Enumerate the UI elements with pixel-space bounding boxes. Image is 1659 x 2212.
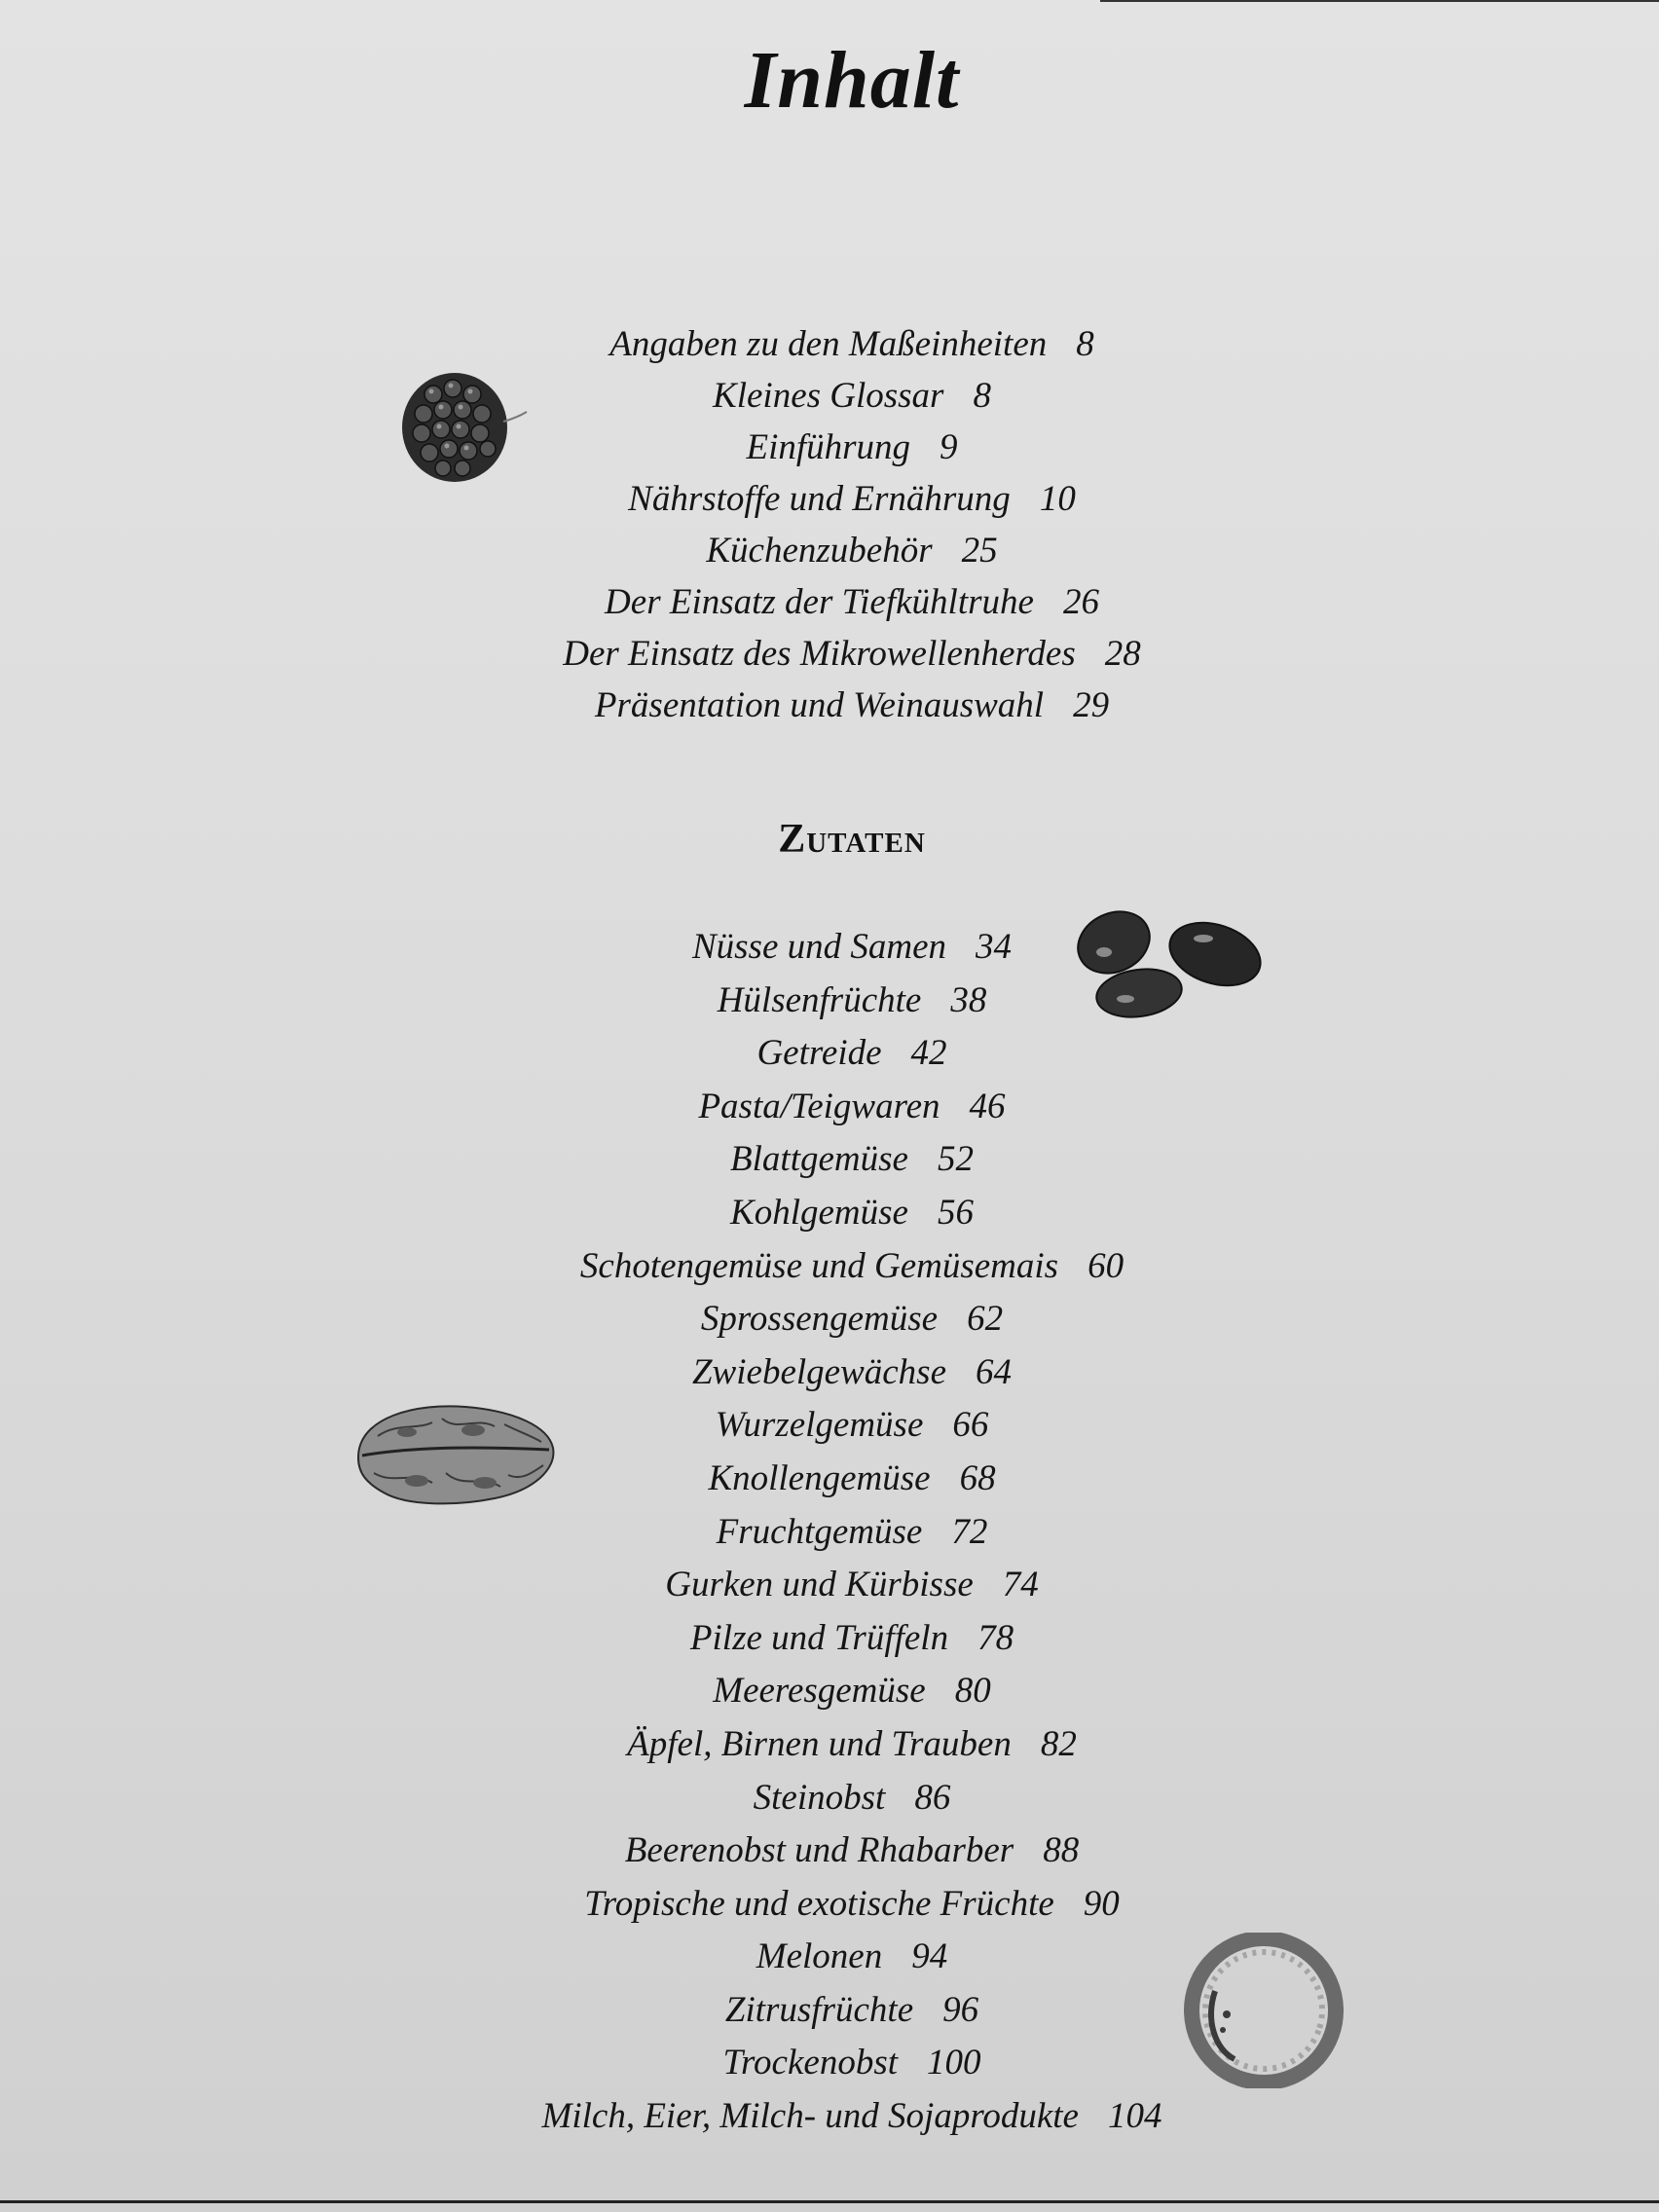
toc-entry [0,1984,1659,2038]
toc-entry-label: Fruchtgemüse [716,1511,923,1552]
toc-page-number: 64 [976,1351,1012,1392]
toc-entry [0,1027,1659,1081]
toc-entry-label: Der Einsatz des Mikrowellenherdes [563,634,1076,674]
toc-entry-label: Nüsse und Samen [691,927,947,967]
toc-entry [0,921,1659,975]
toc-page-number: 62 [967,1299,1004,1340]
toc-entry-label: Angaben zu den Maßeinheiten [609,324,1048,364]
toc-page-number: 56 [937,1192,974,1233]
toc-page-number: 82 [1040,1723,1077,1764]
toc-entry [0,1931,1659,1984]
toc-entry-label: Der Einsatz der Tiefkühltruhe [605,582,1034,622]
toc-entry [0,1240,1659,1294]
toc-page-number: 96 [942,1989,979,2030]
toc-entry [0,318,1659,370]
toc-entry [0,1133,1659,1187]
toc-entry-label: Kleines Glossar [713,376,944,416]
toc-entry-label: Sprossengemüse [700,1299,939,1340]
toc-entry [0,1718,1659,1772]
toc-entry-label: Pasta/Teigwaren [698,1086,940,1126]
toc-entry [0,1506,1659,1560]
toc-entry-label: Blattgemüse [730,1139,908,1180]
toc-page-number: 26 [1062,582,1099,622]
toc-page-number: 38 [950,979,987,1020]
toc-entry [0,1293,1659,1346]
toc-entry [0,370,1659,422]
toc-entry-label: Getreide [756,1033,882,1074]
toc-entry [0,1665,1659,1718]
ingredients-toc-list [0,921,1659,2144]
toc-page-number: 66 [952,1405,989,1446]
toc-page-number: 104 [1107,2096,1162,2137]
toc-page-number: 74 [1002,1565,1039,1605]
toc-page-number: 8 [1076,324,1094,364]
toc-page-number: 52 [937,1139,974,1180]
toc-page-number: 29 [1073,685,1110,725]
toc-entry-label: Steinobst [753,1777,886,1818]
toc-entry-label: Zitrusfrüchte [724,1989,914,2030]
toc-page-number: 100 [927,2043,981,2083]
toc-entry-label: Kohlgemüse [730,1192,908,1233]
toc-entry-label: Meeresgemüse [713,1671,926,1712]
toc-entry [0,628,1659,680]
toc-page-number: 88 [1043,1830,1080,1871]
intro-toc-list [0,318,1659,731]
toc-entry [0,1825,1659,1878]
top-rule [1100,0,1659,2]
toc-entry [0,525,1659,576]
toc-entry [0,473,1659,525]
toc-entry [0,1453,1659,1506]
toc-entry [0,680,1659,731]
toc-entry [0,1612,1659,1666]
toc-entry [0,1346,1659,1400]
toc-entry-label: Trockenobst [722,2043,898,2083]
toc-entry [0,2090,1659,2144]
toc-entry-label: Pilze und Trüffeln [689,1617,949,1658]
toc-entry [0,422,1659,473]
toc-entry-label: Einführung [746,427,911,467]
toc-entry-label: Melonen [756,1936,883,1977]
walnut-icon [349,1397,558,1514]
page-title: Inhalt [744,35,960,126]
toc-page-number: 68 [959,1457,996,1498]
toc-entry [0,576,1659,628]
toc-entry-label: Zwiebelgewächse [691,1351,946,1392]
toc-entry-label: Nährstoffe und Ernährung [628,479,1011,519]
toc-page-number: 60 [1088,1245,1124,1286]
toc-page-number: 86 [914,1777,951,1818]
toc-entry [0,1878,1659,1932]
toc-page-number: 46 [969,1086,1006,1126]
toc-page-number: 80 [954,1671,991,1712]
toc-entry-label: Küchenzubehör [706,531,933,571]
toc-page-number: 72 [951,1511,988,1552]
toc-entry-label: Beerenobst und Rhabarber [624,1830,1014,1871]
toc-entry-label: Knollengemüse [708,1457,931,1498]
toc-entry-label: Milch, Eier, Milch- und Sojaprodukte [541,2096,1079,2137]
toc-page-number: 8 [973,376,991,416]
toc-entry [0,2037,1659,2090]
toc-page-number: 78 [977,1617,1014,1658]
toc-entry-label: Schotengemüse und Gemüsemais [579,1245,1059,1286]
toc-entry [0,975,1659,1028]
toc-entry [0,1081,1659,1134]
toc-entry-label: Präsentation und Weinauswahl [594,685,1045,725]
toc-entry-label: Äpfel, Birnen und Trauben [627,1723,1012,1764]
bottom-rule [0,2200,1659,2203]
citrus-ring-icon [1176,1933,1351,2088]
beans-icon [1071,905,1266,1022]
toc-page-number: 28 [1104,634,1141,674]
toc-entry-label: Gurken und Kürbisse [665,1565,974,1605]
toc-entry [0,1772,1659,1825]
toc-page-number: 10 [1039,479,1076,519]
toc-entry [0,1559,1659,1612]
section-heading-zutaten: Zutaten [778,817,926,862]
toc-entry [0,1399,1659,1453]
toc-entry-label: Hülsenfrüchte [717,979,922,1020]
toc-entry-label: Tropische und exotische Früchte [584,1883,1054,1924]
toc-page-number: 34 [976,927,1013,967]
toc-page-number: 90 [1083,1883,1120,1924]
toc-entry [0,1187,1659,1240]
toc-page-number: 9 [940,427,958,467]
toc-page-number: 94 [911,1936,948,1977]
toc-page-number: 25 [961,531,998,571]
toc-page-number: 42 [910,1033,947,1074]
toc-entry-label: Wurzelgemüse [715,1405,924,1446]
blackberry-icon [394,365,531,492]
